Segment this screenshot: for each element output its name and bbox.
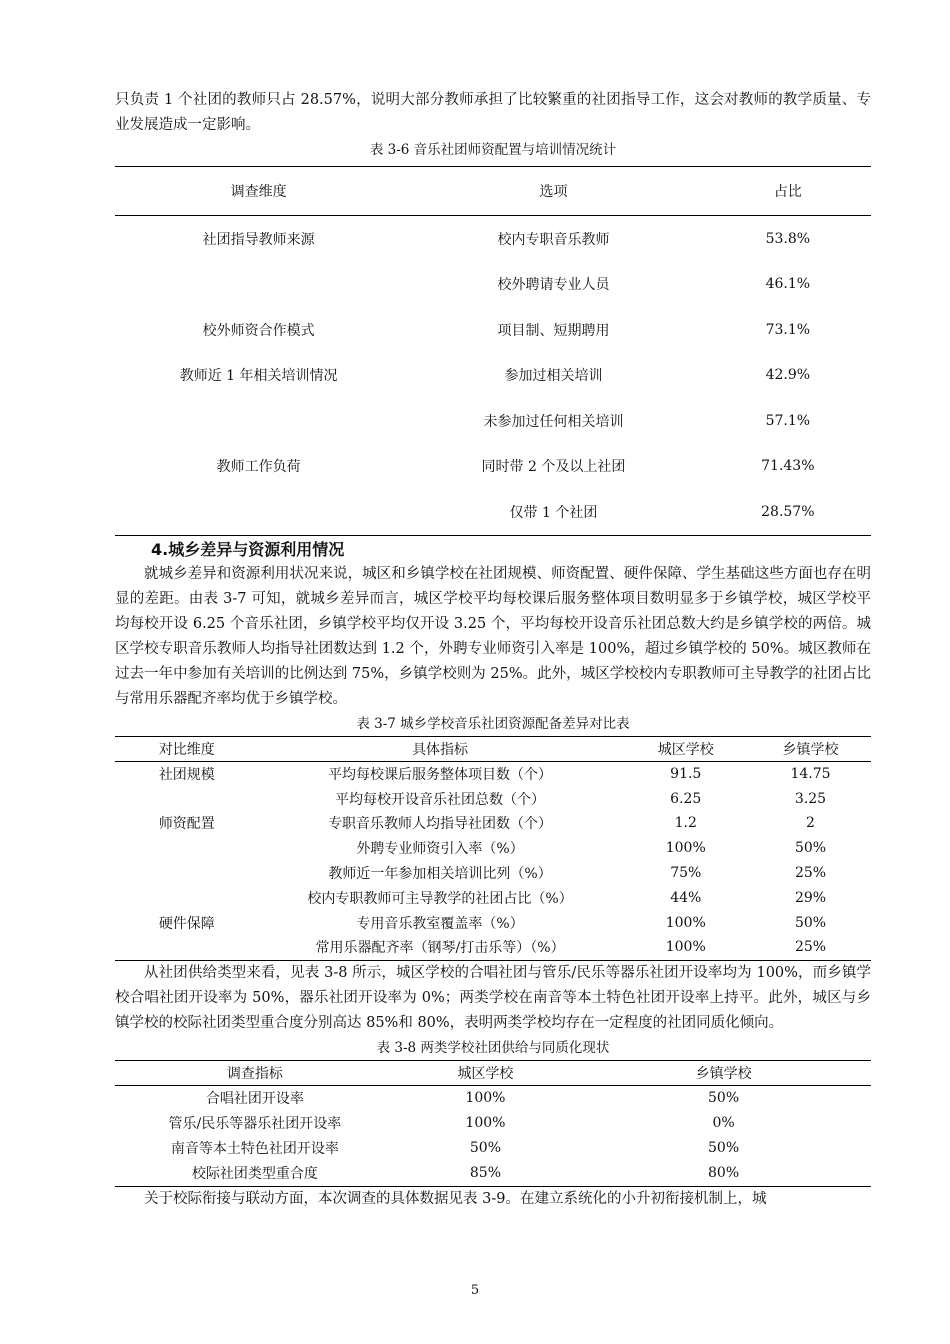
table-cell: 75%	[670, 865, 702, 882]
table-cell: 50%	[708, 1090, 740, 1107]
table-cell	[115, 489, 402, 535]
table-cell: 100%	[665, 840, 706, 857]
closing-paragraph: 关于校际衔接与联动方面，本次调查的具体数据见表 3-9。在建立系统化的小升初衔接机制上，城	[144, 1190, 767, 1207]
table-cell: 管乐/民乐等器乐社团开设率	[168, 1116, 342, 1133]
table-cell: 常用乐器配齐率（钢琴/打击乐等）（%）	[315, 940, 565, 957]
table-header-cell: 调查指标	[115, 1060, 395, 1085]
table-cell: 100%	[465, 1090, 506, 1107]
table-cell: 57.1%	[765, 412, 811, 429]
table-3-6	[115, 166, 871, 536]
table-cell: 教师工作负荷	[216, 459, 301, 476]
table-cell: 71.43%	[761, 458, 815, 475]
table-cell: 14.75	[790, 765, 831, 782]
table-row	[115, 1111, 871, 1136]
table-header-cell: 占比	[705, 167, 871, 216]
table-row	[115, 1085, 871, 1111]
table-cell: 53.8%	[765, 230, 811, 247]
table-cell: 1.2	[674, 815, 697, 832]
table-cell: 校际社团类型重合度	[191, 1166, 318, 1183]
table-header-row	[115, 736, 871, 761]
table-cell: 44%	[670, 889, 702, 906]
section-paragraph: 就城乡差异和资源利用状况来说，城区和乡镇学校在社团规模、师资配置、硬件保障、学生基础这些方面也存在明显的差距。由表 3-7 可知，就城乡差异而言，城区学校平均每校课后服务整体项目数明显多于乡镇学校，城区学校平均每校开设 6.25 个音乐社团，乡镇学校平均仅开设 3.25 个，平均每校开设音乐社团总数大约是乡镇学校的两倍。城区学校专职音乐教师人均指导社团数达到 1.2 个，外聘专业师资引入率是 100%，超过乡镇学校的 50%。城区教师在过去一年中参加有关培训的比例达到 75%，乡镇学校则为 25%。此外，城区学校校内专职教师可主导教学的社团占比与常用乐器配齐率均优于乡镇学校。	[115, 565, 871, 707]
table-3-7	[115, 736, 871, 961]
table-cell: 校内专职音乐教师	[497, 231, 610, 248]
table-cell: 未参加过任何相关培训	[483, 413, 624, 430]
table-cell: 外聘专业师资引入率（%）	[356, 841, 524, 858]
table-cell: 校外聘请专业人员	[497, 277, 610, 294]
table-cell	[115, 836, 259, 861]
table-row	[115, 398, 871, 444]
table-row	[115, 811, 871, 836]
table-header-cell: 城区学校	[622, 736, 751, 761]
table-cell: 社团指导教师来源	[202, 231, 315, 248]
table-cell: 50%	[469, 1140, 501, 1157]
page-content	[115, 88, 871, 1212]
table-cell: 46.1%	[765, 276, 811, 293]
table-cell: 教师近一年参加相关培训比列（%）	[328, 866, 552, 883]
table-cell: 平均每校课后服务整体项目数（个）	[328, 766, 553, 783]
table-cell: 50%	[794, 914, 827, 931]
table-cell	[115, 786, 259, 811]
table-row	[115, 935, 871, 960]
table-row	[115, 216, 871, 262]
table-cell: 参加过相关培训	[504, 368, 603, 385]
table-cell: 2	[806, 815, 815, 832]
table-cell: 仅带 1 个社团	[509, 504, 598, 521]
table-row	[115, 353, 871, 399]
table-header-cell: 对比维度	[115, 736, 259, 761]
table-3-8-caption: 表 3-8 两类学校社团供给与同质化现状	[376, 1039, 610, 1056]
table-row	[115, 1136, 871, 1161]
table-cell: 85%	[469, 1165, 501, 1182]
table-cell: 6.25	[670, 790, 702, 807]
table-cell: 91.5	[670, 765, 702, 782]
table-cell: 25%	[794, 865, 827, 882]
table-cell: 校内专职教师可主导教学的社团占比（%）	[307, 890, 573, 907]
table-cell: 校外师资合作模式	[202, 322, 315, 339]
table-cell	[115, 398, 402, 444]
table-3-7-caption: 表 3-7 城乡学校音乐社团资源配备差异对比表	[356, 715, 630, 732]
table-header-cell: 乡镇学校	[750, 736, 871, 761]
table-cell: 社团规模	[158, 766, 215, 783]
table-row	[115, 786, 871, 811]
table-row	[115, 307, 871, 353]
table-header-cell: 具体指标	[259, 736, 622, 761]
table-cell: 100%	[665, 914, 706, 931]
table-cell: 0%	[712, 1115, 735, 1132]
table-cell: 同时带 2 个及以上社团	[481, 459, 626, 476]
table-cell: 73.1%	[765, 321, 811, 338]
table-cell	[115, 861, 259, 886]
table-header-cell: 调查维度	[115, 167, 402, 216]
table-cell: 平均每校开设音乐社团总数（个）	[335, 791, 546, 808]
table-cell	[115, 935, 259, 960]
table-cell: 50%	[794, 840, 827, 857]
table-cell: 项目制、短期聘用	[497, 322, 610, 339]
table-cell: 3.25	[794, 790, 827, 807]
table-cell: 教师近 1 年相关培训情况	[179, 368, 338, 385]
table-row	[115, 836, 871, 861]
table-header-cell: 选项	[402, 167, 704, 216]
table-cell: 80%	[708, 1165, 740, 1182]
table-row	[115, 761, 871, 786]
table-cell: 42.9%	[765, 367, 811, 384]
table-header-cell: 城区学校	[395, 1060, 576, 1085]
table-3-8	[115, 1060, 871, 1187]
table-cell: 100%	[665, 939, 706, 956]
table-3-6-caption: 表 3-6 音乐社团师资配置与培训情况统计	[369, 142, 617, 158]
table-cell: 25%	[794, 939, 827, 956]
table-cell: 南音等本土特色社团开设率	[170, 1141, 339, 1158]
intro-paragraph: 只负责 1 个社团的教师只占 28.57%，说明大部分教师承担了比较繁重的社团指导工作，这会对教师的教学质量、专业发展造成一定影响。	[115, 92, 871, 133]
table-cell: 29%	[794, 889, 827, 906]
table-row	[115, 885, 871, 910]
table-row	[115, 861, 871, 886]
table-cell: 28.57%	[761, 503, 815, 520]
table-row	[115, 1161, 871, 1187]
table-header-row	[115, 167, 871, 216]
table-row	[115, 262, 871, 308]
table-cell: 100%	[465, 1115, 506, 1132]
section-heading: 4.城乡差异与资源利用情况	[151, 539, 345, 559]
table-cell: 合唱社团开设率	[205, 1091, 304, 1108]
table-cell: 专职音乐教师人均指导社团数（个）	[328, 816, 553, 833]
supply-paragraph: 从社团供给类型来看，见表 3-8 所示，城区学校的合唱社团与管乐/民乐等器乐社团开设率均为 100%，而乡镇学校合唱社团开设率为 50%，器乐社团开设率为 0%；两类学校在南音等本土特色社团开设率上持平。此外，城区与乡镇学校的校际社团类型重合度分别高达 85%和 80%，表明两类学校均存在一定程度的社团同质化倾向。	[115, 964, 871, 1031]
table-row	[115, 444, 871, 490]
table-cell	[115, 885, 259, 910]
table-cell	[115, 262, 402, 308]
table-row	[115, 489, 871, 535]
table-cell: 专用音乐教室覆盖率（%）	[356, 915, 524, 932]
table-header-row	[115, 1060, 871, 1085]
table-cell: 硬件保障	[158, 915, 215, 932]
page-number: 5	[470, 1283, 480, 1298]
table-cell: 师资配置	[158, 816, 215, 833]
table-header-cell: 乡镇学校	[576, 1060, 871, 1085]
table-row	[115, 910, 871, 935]
table-cell: 50%	[708, 1140, 740, 1157]
